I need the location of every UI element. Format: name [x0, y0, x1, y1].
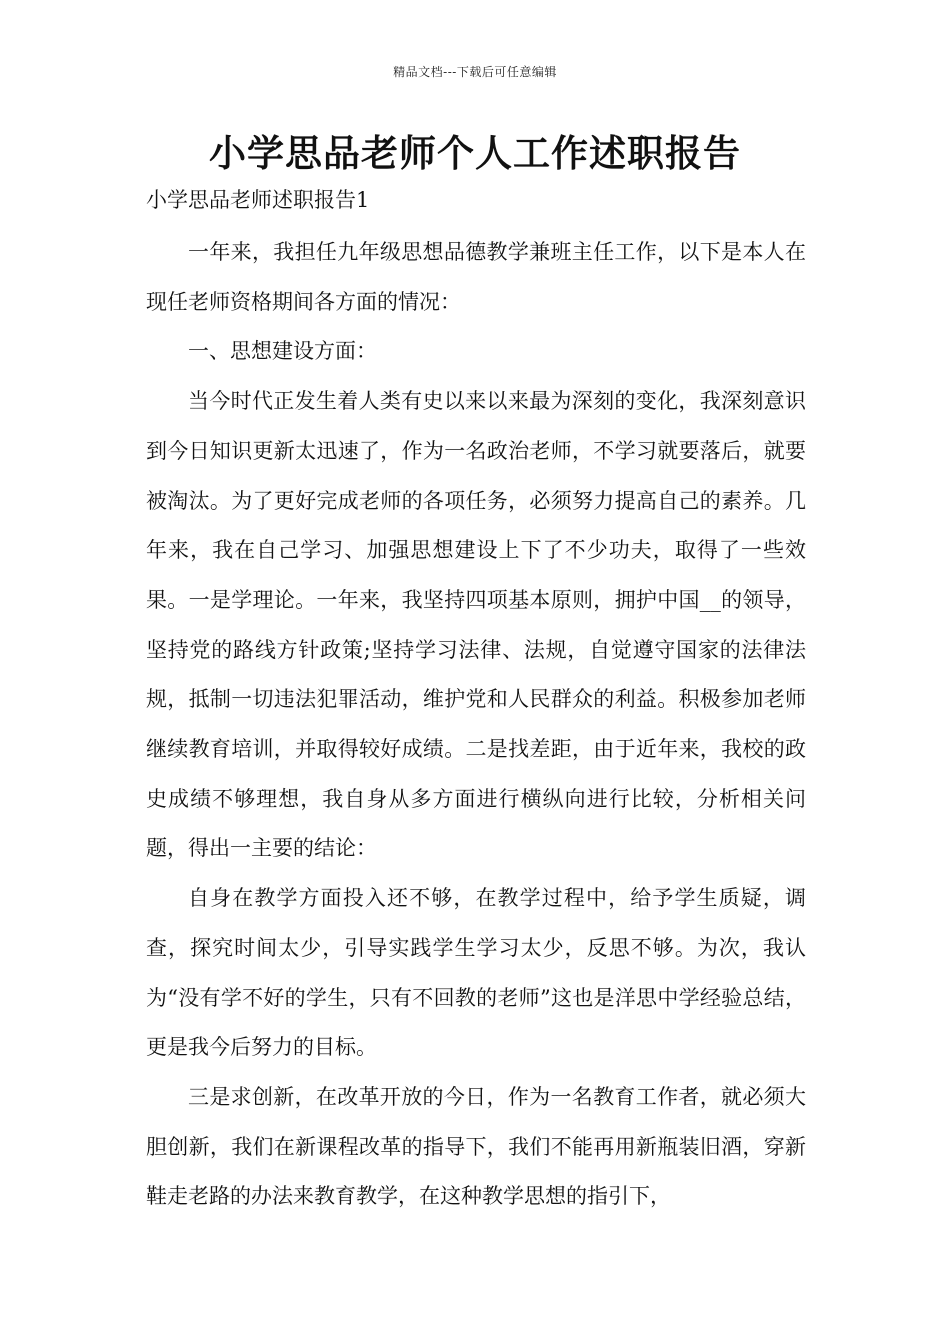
body-text	[146, 228, 806, 1222]
section-title: 小学思品老师述职报告1	[146, 188, 370, 212]
paragraph: 一年来，我担任九年级思想品德教学兼班主任工作，以下是本人在现任老师资格期间各方面的情况：	[146, 240, 806, 314]
paragraph: 三是求创新，在改革开放的今日，作为一名教育工作者，就必须大胆创新，我们在新课程改革的指导下，我们不能再用新瓶装旧酒，穿新鞋走老路的办法来教育教学，在这种教学思想的指引下，	[146, 1084, 806, 1209]
paragraph: 当今时代正发生着人类有史以来以来最为深刻的变化，我深刻意识到今日知识更新太迅速了，作为一名政治老师，不学习就要落后，就要被淘汰。为了更好完成老师的各项任务，必须努力提高自己的素养。几年来，我在自己学习、加强思想建设上下了不少功夫，取得了一些效果。一是学理论。一年来，我坚持四项基本原则，拥护中国__的领导，坚持党的路线方针政策;坚持学习法律、法规，自觉遵守国家的法律法规，抵制一切违法犯罪活动，维护党和人民群众的利益。积极参加老师继续教育培训，并取得较好成绩。二是找差距，由于近年来，我校的政史成绩不够理想，我自身从多方面进行横纵向进行比较，分析相关问题，得出一主要的结论：	[146, 389, 806, 861]
document-title: 小学思品老师个人工作述职报告	[209, 131, 741, 175]
paragraph: 一、思想建设方面：	[188, 339, 377, 364]
paragraph: 自身在教学方面投入还不够，在教学过程中，给予学生质疑，调查，探究时间太少，引导实践学生学习太少，反思不够。为次，我认为“没有学不好的学生，只有不回教的老师”这也是洋思中学经验总结，更是我今后努力的目标。	[146, 886, 806, 1060]
header-note: 精品文档---下载后可任意编辑	[393, 65, 557, 79]
